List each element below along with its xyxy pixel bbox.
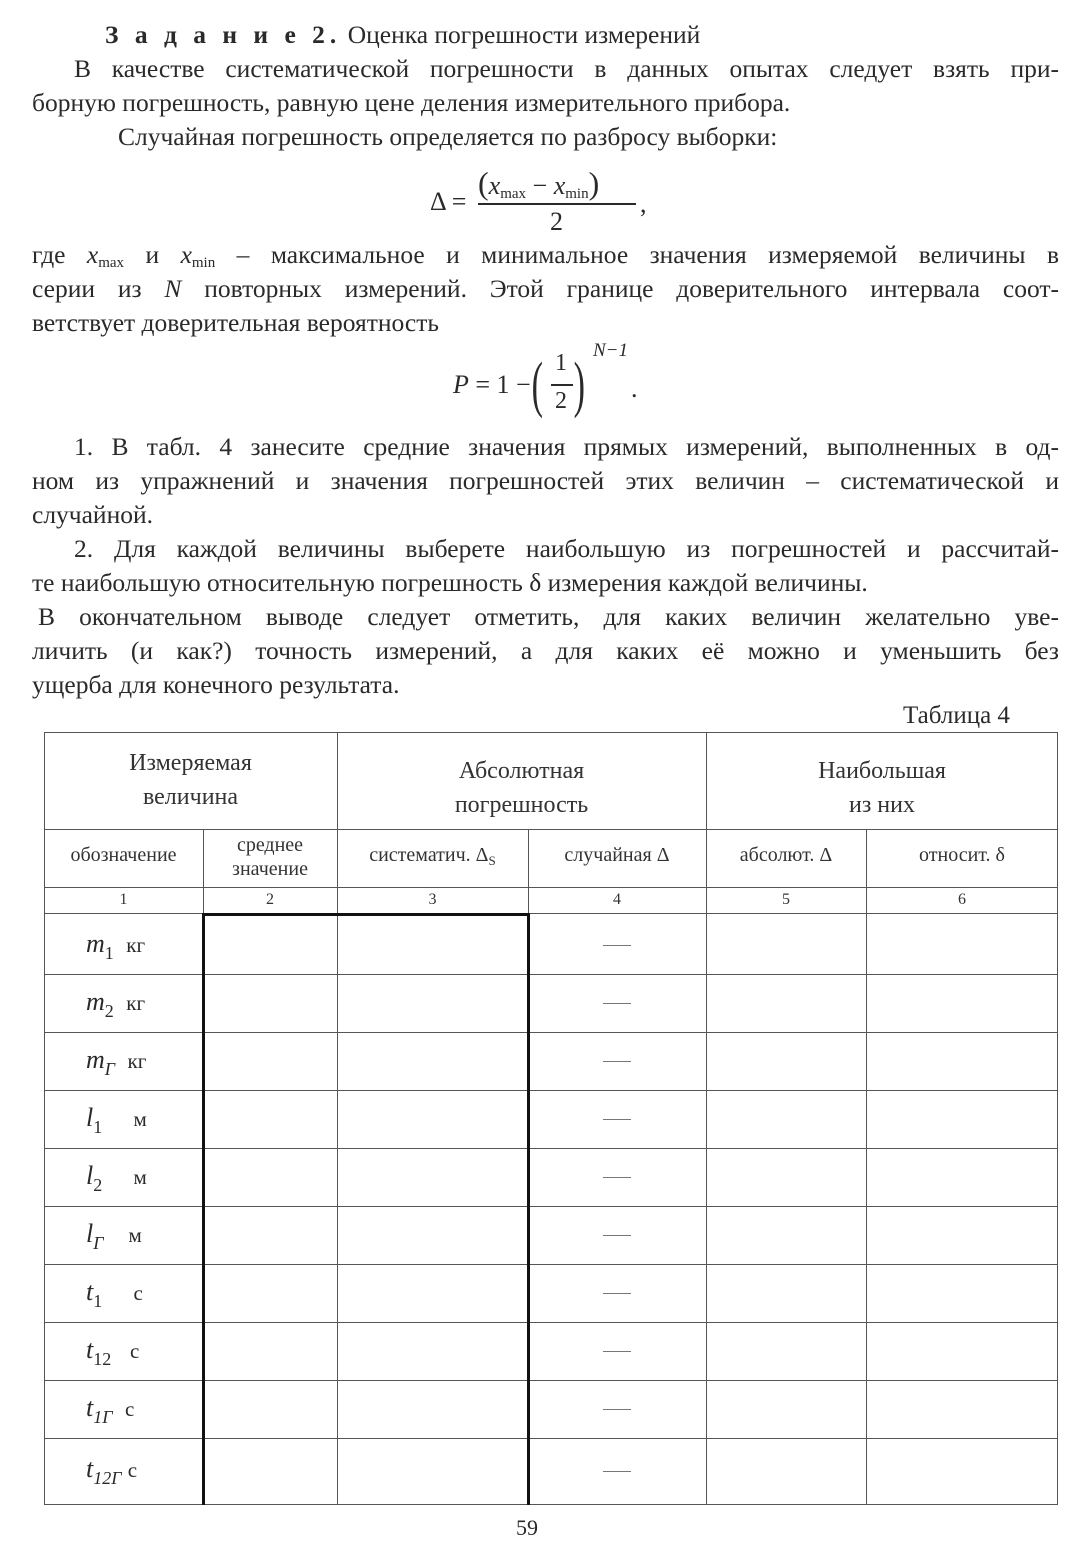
dash-mark: [603, 1351, 631, 1352]
table-row-line: [44, 1206, 1058, 1207]
formula-random-error: [430, 165, 690, 245]
para3-line3: ветствует доверительная вероятность: [32, 308, 439, 337]
para2: Случайная погрешность определяется по разбросу выборки:: [118, 122, 778, 151]
formula2-num: 1: [555, 350, 567, 376]
col-number: 2: [266, 891, 274, 908]
formula1-numerator: $(x_{max} - x_{min})$: [478, 165, 600, 202]
table-line-numbers-bottom: [44, 913, 1058, 914]
row-label-t12g: $t_{12Г}$ с: [86, 1454, 138, 1488]
dash-mark: [603, 1003, 631, 1004]
para1-line2: борную погрешность, равную цене деления измерительного прибора.: [32, 88, 791, 117]
dash-mark: [603, 1471, 631, 1472]
subheader-rel: относит. δ: [919, 844, 1005, 866]
formula2-lhs: P = 1 −: [453, 370, 531, 399]
col-number: 4: [613, 891, 621, 908]
table-col-line: [337, 914, 338, 1505]
table-row-line: [44, 1090, 1058, 1091]
highlight-frame-top: [203, 913, 530, 916]
subheader-systematic: систематич. $\Delta_S$: [369, 844, 496, 868]
page-number: 59: [516, 1515, 538, 1540]
header-largest: Наибольшая из них: [818, 758, 946, 818]
formula1-comma: ,: [640, 189, 647, 218]
formula2-bar: [551, 384, 573, 386]
row-label-t1: $t_1$ с: [86, 1277, 143, 1311]
formula-confidence: [453, 340, 653, 430]
dash-mark: [603, 1293, 631, 1294]
list-item1-line2: ном из упражнений и значения погрешностей этих величин – систематической и: [32, 466, 1059, 495]
formula2-rparen: ): [573, 351, 586, 419]
table-line-sub-bottom: [44, 887, 1058, 888]
para3-line2: серии из N повторных измерений. Этой границе доверительного интервала соот-: [32, 274, 1060, 303]
row-label-t12: $t_{12}$ с: [86, 1335, 140, 1369]
table-row-line: [44, 1032, 1058, 1033]
subheader-designation: обозначение: [70, 844, 177, 866]
table-row-line: [44, 1322, 1058, 1323]
formula2-den: 2: [555, 388, 567, 414]
dash-mark: [603, 1061, 631, 1062]
table-row-line: [44, 1264, 1058, 1265]
formula1-fraction-bar: [478, 203, 636, 205]
conclusion-line2: личить (и как?) точность измерений, а для каких её можно и уменьшить без: [32, 636, 1059, 665]
row-label-t1g: $t_{1Г}$ с: [86, 1393, 135, 1427]
table-border-top: [44, 732, 1058, 733]
row-label-l1: $l_1$ м: [86, 1103, 147, 1137]
dash-mark: [603, 945, 631, 946]
col-number: 6: [958, 891, 966, 908]
dash-mark: [603, 1177, 631, 1178]
table-row-line: [44, 1148, 1058, 1149]
table-row-line: [44, 1380, 1058, 1381]
row-label-mg: $m_Г$ кг: [86, 1045, 147, 1079]
subheader-mean: среднее значение: [232, 834, 308, 880]
table-col-line: [866, 829, 867, 1505]
row-label-m2: $m_2$ кг: [86, 987, 146, 1021]
list-item2-line1: 2. Для каждой величины выберете наибольшую из погрешностей и рассчитай-: [74, 534, 1059, 563]
formula1-lhs: Δ =: [430, 187, 467, 216]
formula2-exponent: N−1: [593, 340, 628, 361]
row-label-m1: $m_1$ кг: [86, 929, 146, 963]
row-label-l2: $l_2$ м: [86, 1161, 147, 1195]
table-line-group-bottom: [44, 829, 1058, 830]
formula1-denominator: 2: [550, 207, 563, 236]
subheader-abs: абсолют. Δ: [739, 844, 833, 866]
table-border-bottom: [44, 1504, 1058, 1505]
dash-mark: [603, 1409, 631, 1410]
table-row-line: [44, 1438, 1058, 1439]
task-title: Оценка погрешности измерений: [347, 20, 701, 49]
list-item1-line3: случайной.: [32, 500, 154, 529]
header-absolute-error: Абсолютная погрешность: [454, 758, 589, 818]
highlight-frame-right: [527, 913, 530, 1505]
conclusion-line3: ущерба для конечного результата.: [32, 670, 400, 699]
table-row-line: [44, 974, 1058, 975]
table-caption: Таблица 4: [903, 702, 1010, 729]
para3-line1: где $x_{max}$ и $x_{min}$ – максимальное и минимальное значения измеряемой величины в: [32, 240, 1060, 271]
formula2-lparen: (: [531, 351, 544, 419]
dash-mark: [603, 1235, 631, 1236]
highlight-frame-left: [202, 913, 205, 1505]
col-number: 5: [782, 891, 790, 908]
task-label: З а д а н и е 2.: [105, 20, 342, 49]
task-heading: [105, 18, 700, 52]
subheader-random: случайная Δ: [564, 844, 670, 866]
col-number: 3: [428, 891, 437, 908]
list-item2-line2: те наибольшую относительную погрешность δ измерения каждой величины.: [32, 568, 868, 597]
formula2-dot: .: [631, 374, 638, 403]
para1-line1: В качестве систематической погрешности в данных опытах следует взять при-: [74, 54, 1059, 83]
row-label-lg: $l_Г$ м: [86, 1219, 142, 1253]
conclusion-line1: В окончательном выводе следует отметить, для каких величин желательно уве-: [38, 602, 1059, 631]
col-number: 1: [119, 891, 128, 908]
error-table: [44, 732, 1058, 1505]
list-item1-line1: 1. В табл. 4 занесите средние значения прямых измерений, выполненных в од-: [74, 432, 1059, 461]
header-measured-quantity: Измеряемая величина: [129, 750, 252, 810]
dash-mark: [603, 1119, 631, 1120]
